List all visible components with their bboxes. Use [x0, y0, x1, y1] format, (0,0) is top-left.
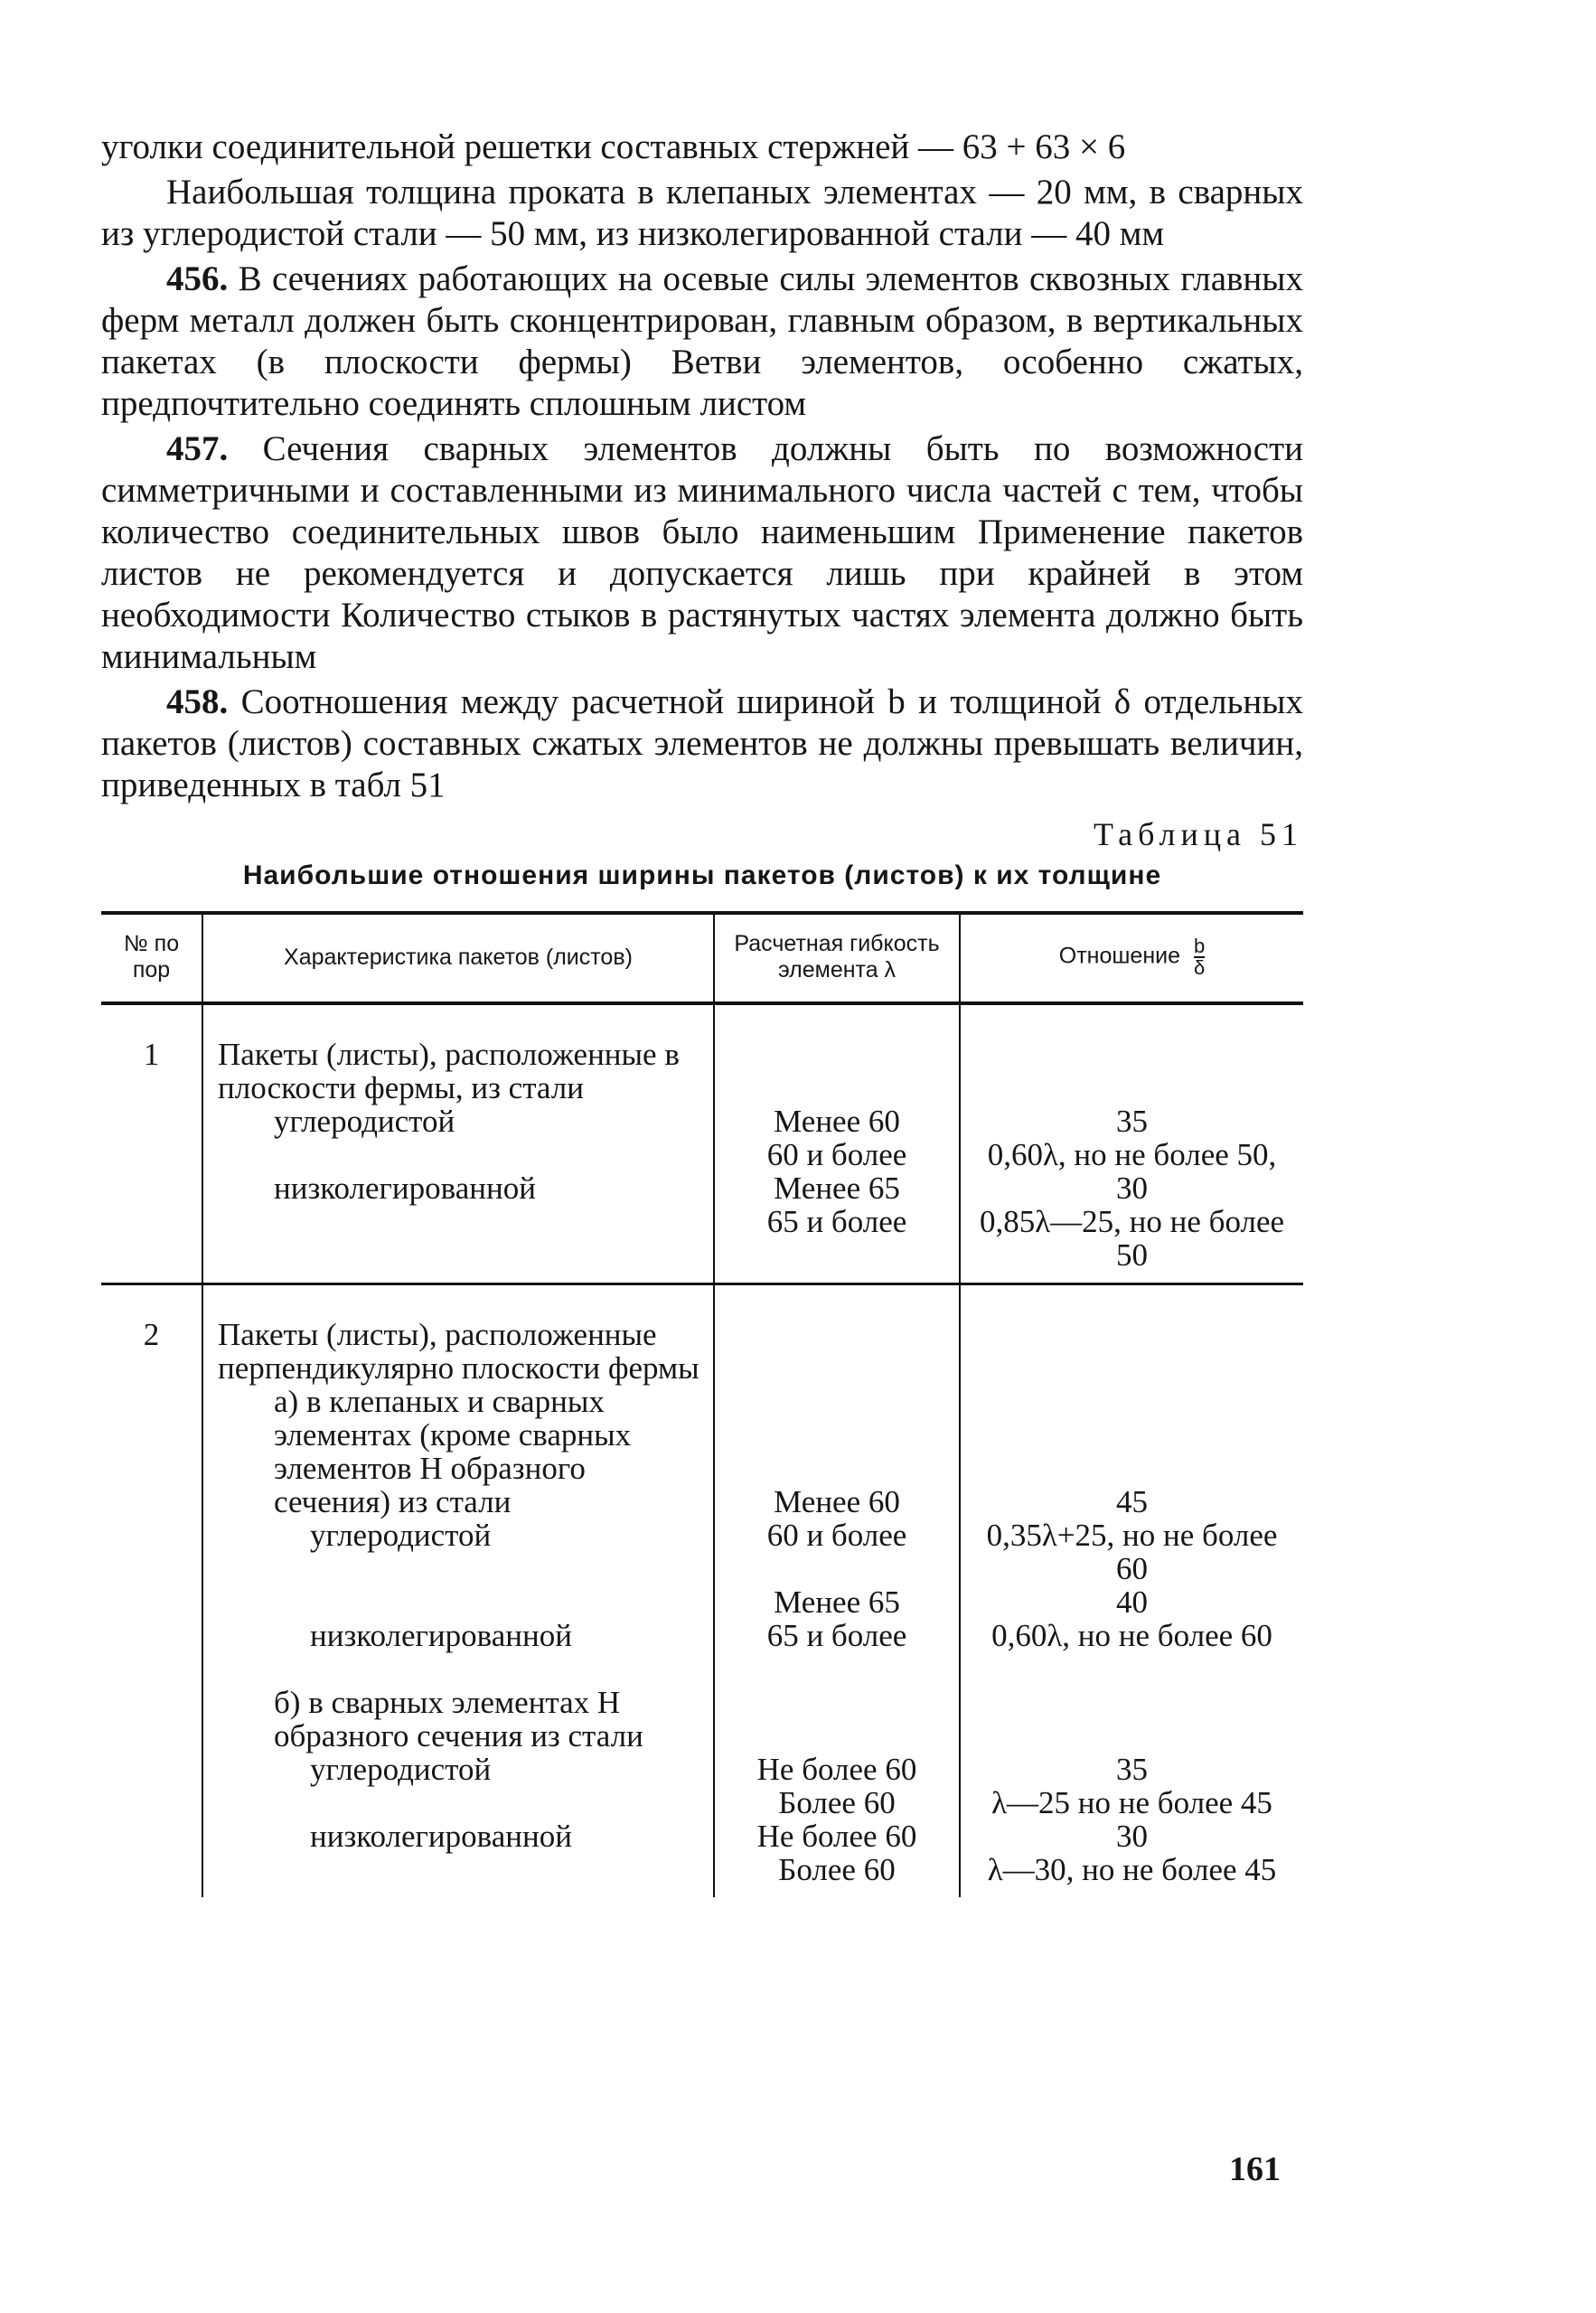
ratio-value: 45 — [1116, 1484, 1148, 1519]
table-row — [101, 1003, 1303, 1284]
ratio-numerator: b — [1193, 935, 1206, 957]
clause-number-457: 457. — [166, 429, 229, 468]
ratio-value: 0,85λ—25, но не более 50 — [979, 1204, 1285, 1273]
flexibility-value: 65 и более — [766, 1618, 907, 1653]
paragraph-continuation: уголки соединительной решетки составных стержней — 63 + 63 × 6 — [101, 127, 1126, 166]
row-description — [202, 1003, 714, 1284]
header-flexibility: Расчетная гибкость элемента λ — [714, 913, 960, 1003]
ratio-denominator: δ — [1193, 956, 1206, 979]
row-ratio — [960, 1003, 1303, 1284]
clause-text-458: Соотношения между расчетной шириной b и толщиной δ отдельных пакетов (листов) составных сжатых элементов не должны превышать величин, приведенных в табл 51 — [101, 682, 1304, 804]
paragraph-457 — [101, 428, 1303, 678]
header-characteristic: Характеристика пакетов (листов) — [202, 913, 714, 1003]
paragraph-458 — [101, 682, 1303, 806]
row-ratio — [960, 1284, 1303, 1898]
ratio-value: 0,35λ+25, но не более 60 — [986, 1518, 1278, 1586]
steel-type: низколегированной — [310, 1819, 572, 1854]
row-flexibility — [714, 1003, 960, 1284]
row-description — [202, 1284, 714, 1898]
steel-type: углеродистой — [274, 1104, 455, 1139]
steel-type: углеродистой — [310, 1752, 492, 1787]
flexibility-value: 60 и более — [766, 1518, 907, 1553]
flexibility-value: Менее 60 — [774, 1104, 900, 1139]
page-number: 161 — [1229, 2150, 1281, 2188]
ratio-value: 35 — [1116, 1104, 1148, 1139]
ratio-value: 40 — [1116, 1584, 1148, 1620]
clause-text-456: В сечениях работающих на осевые силы элементов сквозных главных ферм металл должен быть сконцентрирован, главным образом, в вертикальных пакетах (в плоскости фермы) Ветви элементов, особенно сжатых, предпочтительно соединять сплошным листом — [101, 259, 1304, 423]
clause-number-456: 456. — [166, 259, 229, 298]
header-number: № по пор — [101, 913, 202, 1003]
description-main: Пакеты (листы), расположенные перпендикулярно плоскости фермы — [218, 1317, 699, 1386]
table-row — [101, 1284, 1303, 1898]
table-title: Наибольшие отношения ширины пакетов (листов) к их толщине — [242, 860, 1162, 890]
flexibility-value: Не более 60 — [756, 1752, 917, 1787]
table-number: Таблица 51 — [1094, 816, 1303, 852]
row-number: 2 — [143, 1317, 160, 1352]
flexibility-value: 65 и более — [766, 1204, 907, 1239]
table-header-row — [101, 913, 1303, 1003]
flexibility-value: Не более 60 — [756, 1819, 917, 1854]
flexibility-value: Более 60 — [778, 1852, 896, 1887]
flexibility-value: Более 60 — [778, 1785, 896, 1820]
steel-type: низколегированной — [274, 1171, 536, 1206]
steel-type: углеродистой — [310, 1518, 492, 1553]
flexibility-value: Менее 65 — [774, 1171, 900, 1206]
clause-number-458: 458. — [166, 682, 229, 721]
table-51 — [101, 911, 1303, 1897]
page-content — [101, 127, 1303, 1897]
ratio-value: 30 — [1116, 1819, 1148, 1854]
ratio-value: λ—30, но не более 45 — [987, 1852, 1277, 1887]
row-flexibility — [714, 1284, 960, 1898]
description-sub-a: а) в клепаных и сварных элементах (кроме сварных элементов Н образного сечения) из стали — [274, 1384, 632, 1519]
description-main: Пакеты (листы), расположенные в плоскости фермы, из стали — [218, 1037, 680, 1105]
clause-text-457: Сечения сварных элементов должны быть по возможности симметричными и составленными из минимального числа частей с тем, чтобы количество соединительных швов было наименьшим Применение пакетов листов не рекомендуется и допускается лишь при крайней в этом необходимости Количество стыков в растянутых частях элемента должно быть минимальным — [101, 429, 1303, 676]
paragraph-max-thickness: Наибольшая толщина проката в клепаных элементах — 20 мм, в сварных из углеродистой стали — 50 мм, из низколегированной стали — 40 мм — [101, 173, 1303, 253]
flexibility-value: Менее 60 — [774, 1484, 900, 1519]
ratio-value: 35 — [1116, 1752, 1148, 1787]
paragraph-456 — [101, 259, 1303, 425]
description-sub-b: б) в сварных элементах Н образного сечения из стали — [274, 1685, 643, 1754]
ratio-value: λ—25 но не более 45 — [991, 1785, 1272, 1820]
ratio-fraction — [1193, 935, 1206, 979]
ratio-value: 30 — [1116, 1171, 1148, 1206]
ratio-value: 0,60λ, но не более 60 — [991, 1618, 1272, 1653]
steel-type: низколегированной — [310, 1618, 572, 1653]
flexibility-value: Менее 65 — [774, 1584, 900, 1620]
ratio-value: 0,60λ, но не более 50, — [987, 1137, 1277, 1172]
row-number: 1 — [101, 1003, 202, 1284]
header-ratio-label: Отношение — [1058, 943, 1181, 969]
header-ratio — [960, 913, 1303, 1003]
flexibility-value: 60 и более — [766, 1137, 907, 1172]
